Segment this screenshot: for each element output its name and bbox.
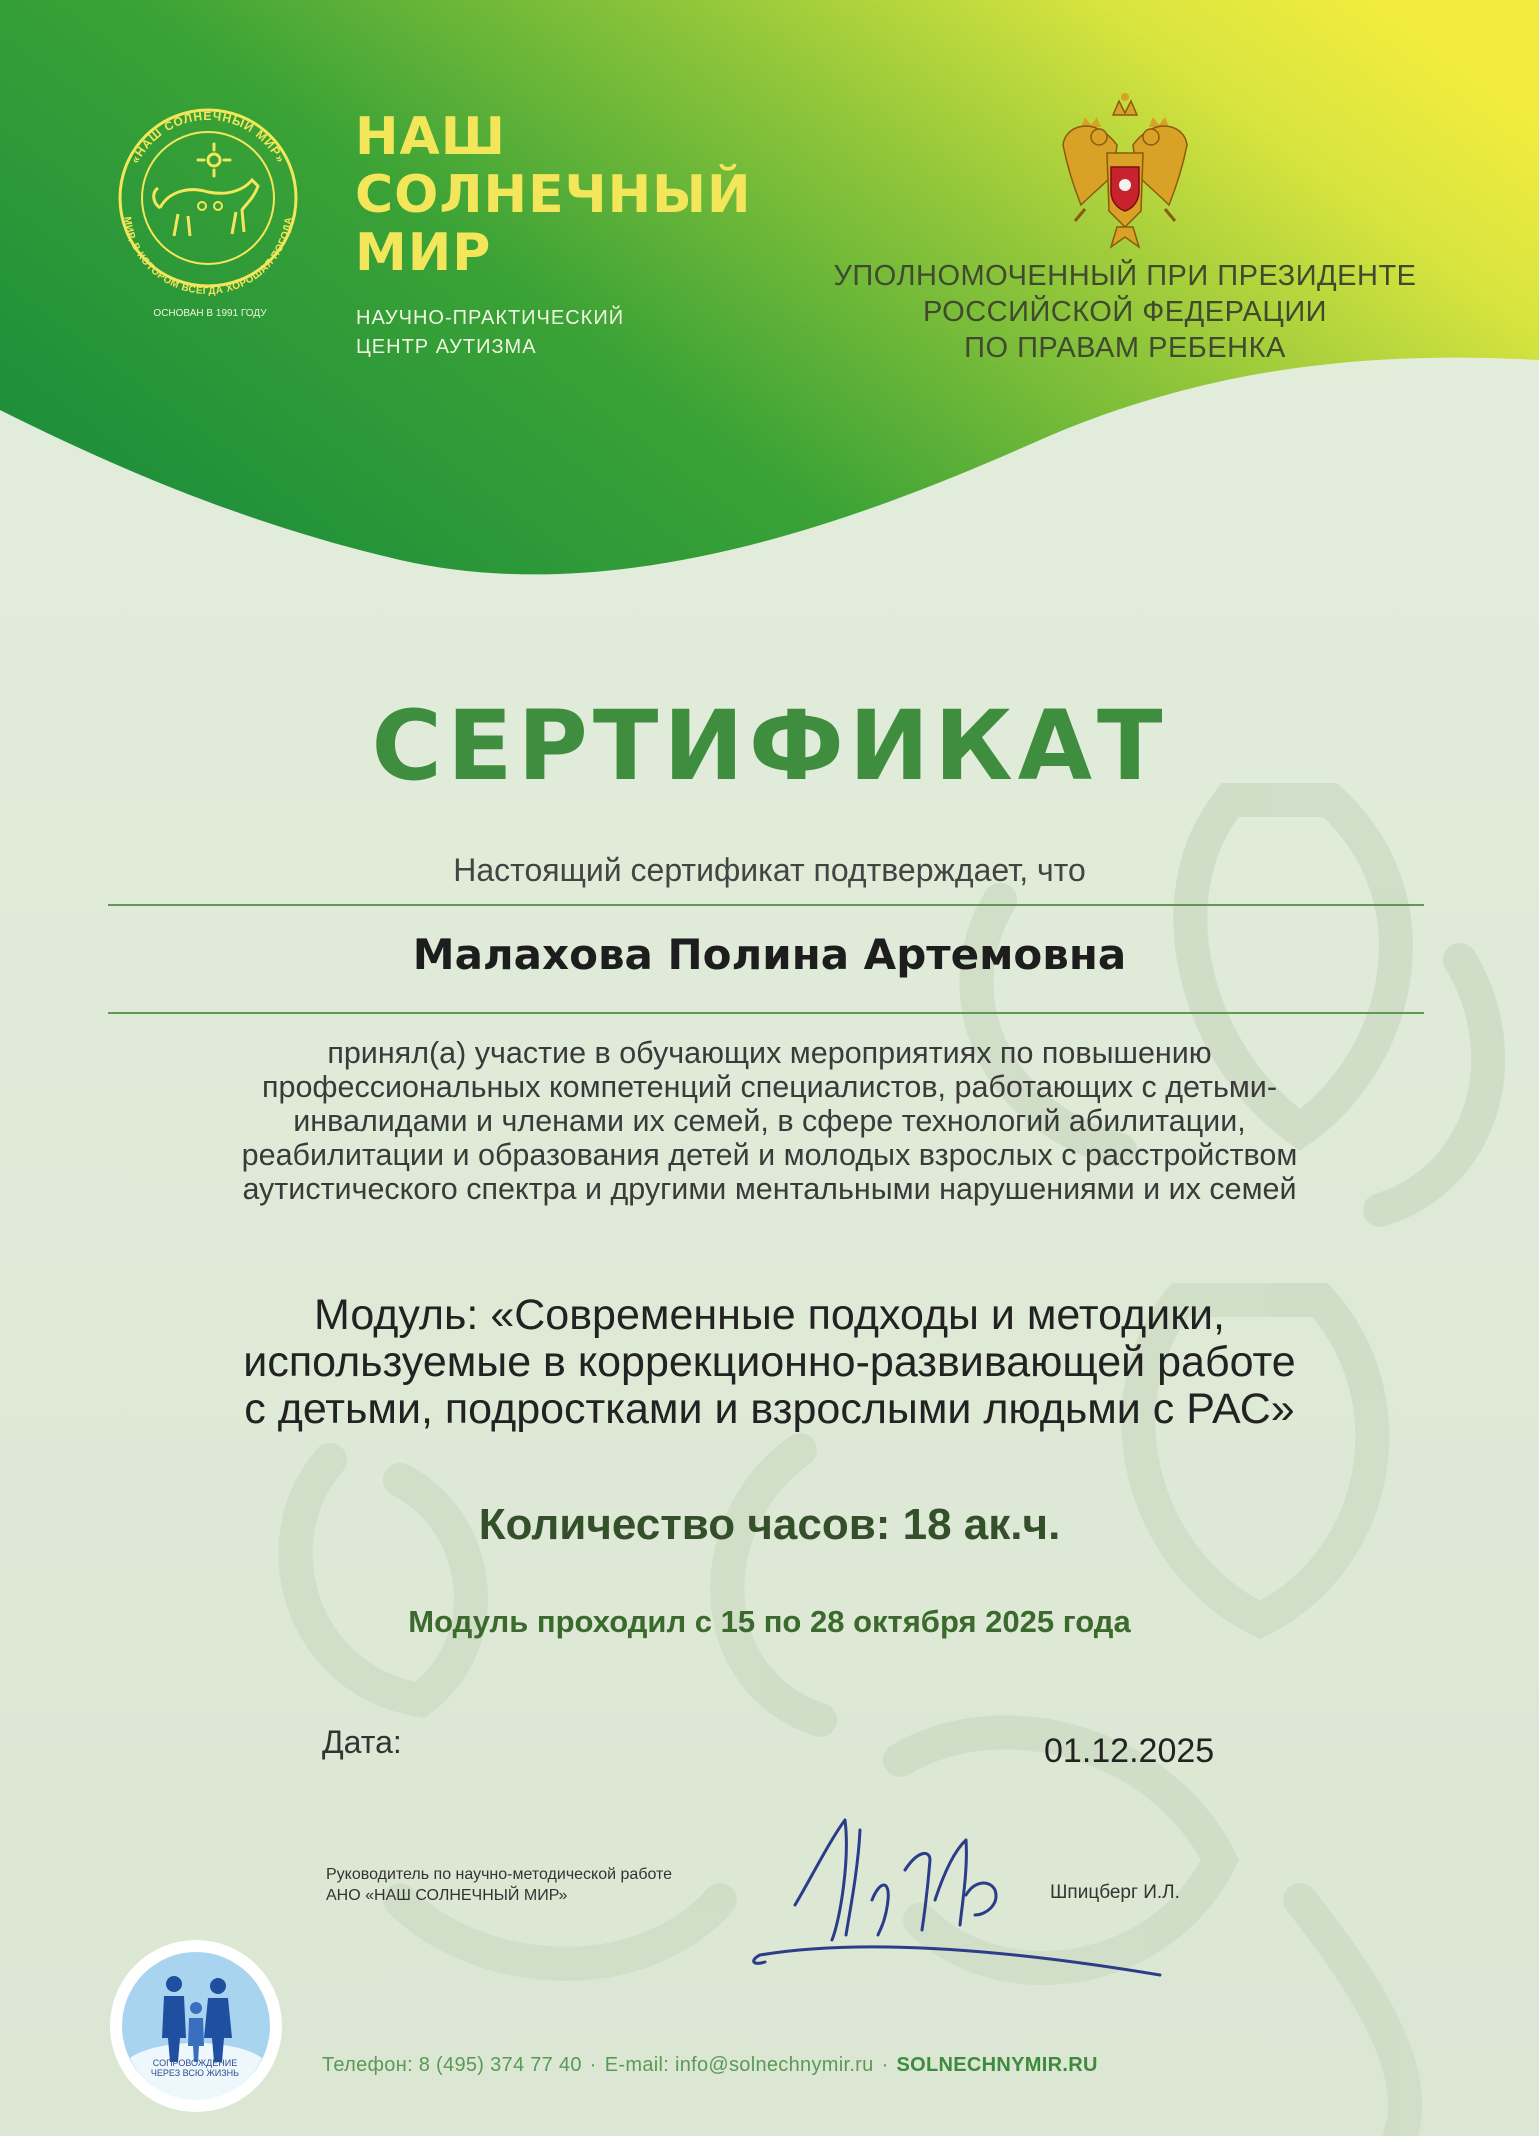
- divider-bottom: [108, 1012, 1424, 1014]
- module-title: [130, 1292, 1409, 1433]
- hours-count: Количество часов: 18 ак.ч.: [478, 1500, 1061, 1549]
- participation-description: [140, 1036, 1399, 1206]
- organization-title-line: СОЛНЕЧНЫЙ: [355, 165, 752, 225]
- organization-subtitle-line: НАУЧНО-ПРАКТИЧЕСКИЙ: [356, 307, 625, 329]
- organization-subtitle-line: ЦЕНТР АУТИЗМА: [356, 336, 537, 358]
- badge-caption: [140, 2058, 250, 2078]
- description-line: профессиональных компетенций специалистов, работающих с детьми-: [261, 1070, 1278, 1104]
- organization-title: [355, 108, 752, 282]
- date-label: Дата:: [322, 1724, 402, 1760]
- description-line: инвалидами и членами их семей, в сфере технологий абилитации,: [293, 1104, 1246, 1138]
- signer-role: [326, 1864, 672, 1906]
- footer-separator: ·: [881, 2054, 889, 2076]
- logo-ring-bottom-text: МИР, В КОТОРОМ ВСЕГДА ХОРОШАЯ ПОГОДА: [121, 216, 295, 298]
- footer-website-link[interactable]: SOLNECHNYMIR.RU: [896, 2054, 1098, 2076]
- footer-separator: ·: [589, 2054, 597, 2076]
- signer-role-line: Руководитель по научно-методической работе: [326, 1866, 673, 1883]
- module-line: Модуль: «Современные подходы и методики,: [314, 1291, 1225, 1339]
- ombudsman-title-line: УПОЛНОМОЧЕННЫЙ ПРИ ПРЕЗИДЕНТЕ: [833, 260, 1417, 292]
- module-period: Модуль проходил с 15 по 28 октября 2025 года: [408, 1604, 1131, 1639]
- module-line: используемые в коррекционно-развивающей работе: [243, 1338, 1296, 1386]
- description-line: аутистического спектра и другими ментальными нарушениями и их семей: [242, 1172, 1297, 1206]
- certificate-title: СЕРТИФИКАТ: [371, 690, 1168, 802]
- signer-role-line: АНО «НАШ СОЛНЕЧНЫЙ МИР»: [326, 1887, 568, 1904]
- ombudsman-title-line: ПО ПРАВАМ РЕБЕНКА: [964, 332, 1286, 364]
- confirm-text: Настоящий сертификат подтверждает, что: [453, 852, 1086, 888]
- ombudsman-title: [800, 258, 1450, 366]
- organization-subtitle: [356, 304, 624, 362]
- module-line: с детьми, подростками и взрослыми людьми с РАС»: [244, 1385, 1295, 1433]
- contact-footer: [322, 2054, 1098, 2077]
- organization-title-line: НАШ: [355, 107, 507, 167]
- organization-title-line: МИР: [355, 223, 492, 283]
- description-line: реабилитации и образования детей и молодых взрослых с расстройством: [241, 1138, 1298, 1172]
- date-value: 01.12.2025: [1044, 1732, 1215, 1770]
- logo-ring-top-text: «НАШ СОЛНЕЧНЫЙ МИР»: [127, 108, 289, 166]
- description-line: принял(а) участие в обучающих мероприятиях по повышению: [327, 1036, 1212, 1070]
- footer-phone: Телефон: 8 (495) 374 77 40: [322, 2054, 582, 2076]
- recipient-name: Малахова Полина Артемовна: [412, 930, 1127, 979]
- badge-caption-line: СОПРОВОЖДЕНИЕ: [152, 2058, 238, 2068]
- ombudsman-title-line: РОССИЙСКОЙ ФЕДЕРАЦИИ: [922, 296, 1328, 328]
- founded-note: ОСНОВАН В 1991 ГОДУ: [153, 308, 267, 319]
- family-support-badge: [108, 1938, 284, 2114]
- signer-name: Шпицберг И.Л.: [1050, 1882, 1180, 1903]
- badge-caption-line: ЧЕРЕЗ ВСЮ ЖИЗНЬ: [150, 2068, 240, 2078]
- footer-email[interactable]: E-mail: info@solnechnymir.ru: [604, 2054, 874, 2076]
- divider-top: [108, 904, 1424, 906]
